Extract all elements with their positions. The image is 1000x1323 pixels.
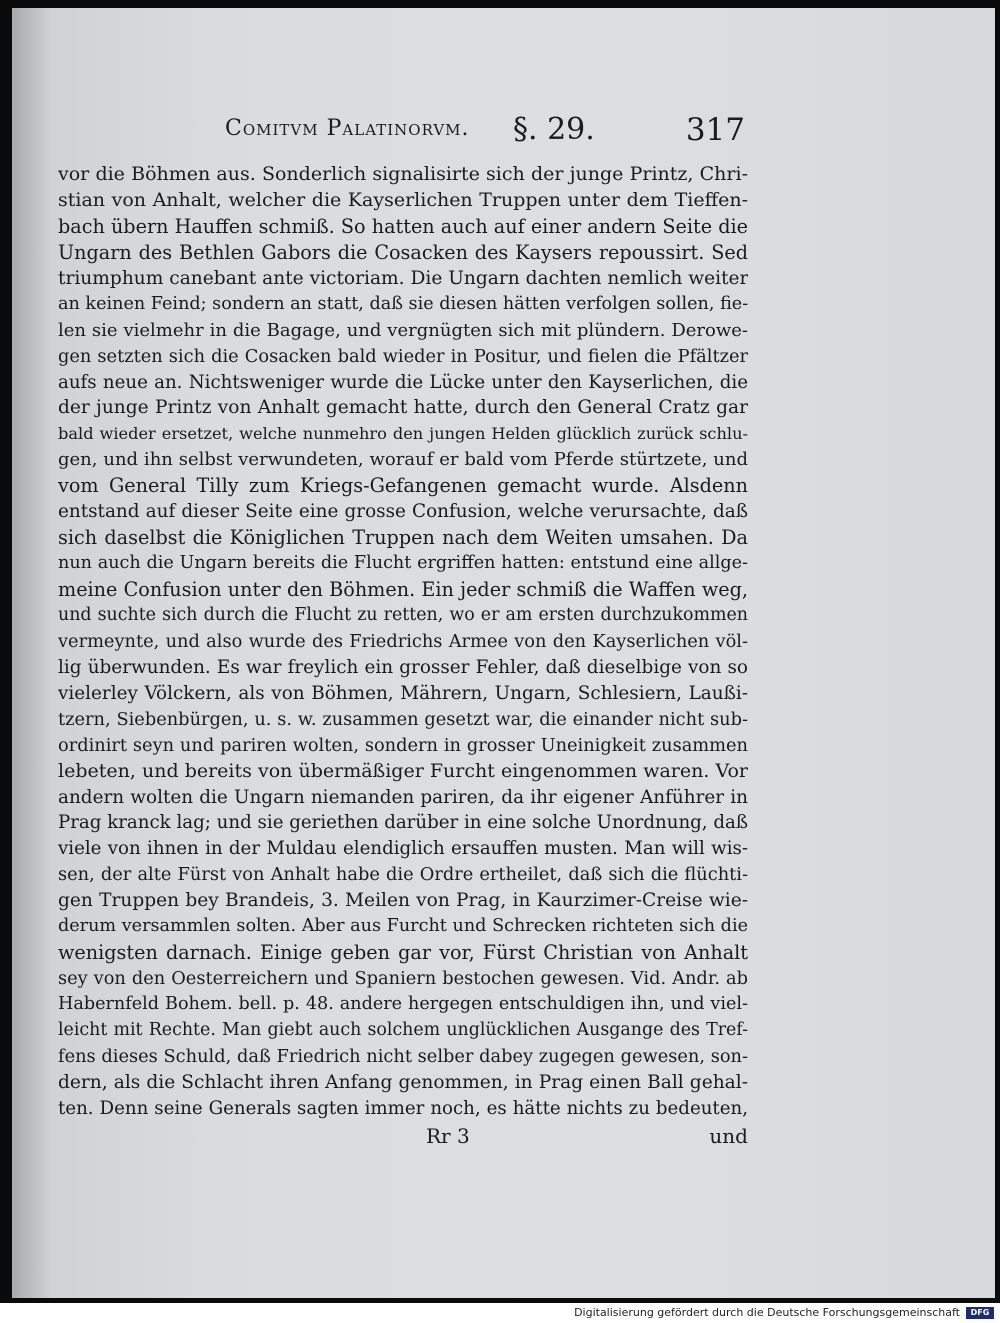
- text-line: sen, der alte Fürst von Anhalt habe die Ordre ertheilet, daß sich die flüchti-: [58, 864, 748, 886]
- section-number: §. 29.: [513, 112, 595, 147]
- body-text: [58, 162, 748, 1122]
- text-line: derum versammlen solten. Aber aus Furcht und Schrecken richteten sich die: [58, 916, 748, 937]
- credit-text: Digitalisierung gefördert durch die Deutsche Forschungsgemeinschaft: [574, 1306, 960, 1319]
- text-line: entstand auf dieser Seite eine grosse Confusion, welche verursachte, daß: [58, 501, 748, 523]
- text-line: und suchte sich durch die Flucht zu retten, wo er am ersten durchzukommen: [58, 604, 748, 625]
- text-line: stian von Anhalt, welcher die Kayserlichen Truppen unter dem Tieffen-: [58, 188, 748, 211]
- text-line: ordinirt seyn und pariren wolten, sondern in grosser Uneinigkeit zusammen: [58, 734, 748, 756]
- page-gutter-shadow: [12, 8, 52, 1298]
- text-line: gen setzten sich die Cosacken bald wieder in Positur, und fielen die Pfältzer: [58, 345, 748, 367]
- text-line: vom General Tilly zum Kriegs-Gefangenen gemacht wurde. Alsdenn: [58, 474, 748, 498]
- text-line: sich daselbst die Königlichen Truppen nach dem Weiten umsahen. Da: [58, 526, 748, 550]
- page-header: [225, 112, 745, 152]
- text-line: gen Truppen bey Brandeis, 3. Meilen von Prag, in Kaurzimer-Creise wie-: [58, 890, 748, 912]
- text-line: Habernfeld Bohem. bell. p. 48. andere hergegen entschuldigen ihn, und viel-: [58, 994, 748, 1014]
- text-line: bach übern Hauffen schmiß. So hatten auch auf einer andern Seite die: [58, 214, 748, 238]
- text-line: andern wolten die Ungarn niemanden pariren, da ihr eigener Anführer in: [58, 786, 748, 808]
- text-line: bald wieder ersetzet, welche nunmehro den jungen Helden glücklich zurück schlu-: [58, 424, 748, 444]
- dfg-logo-icon: DFG: [966, 1307, 994, 1319]
- text-line: sey von den Oesterreichern und Spaniern bestochen gewesen. Vid. Andr. ab: [58, 968, 748, 990]
- text-line: leicht mit Rechte. Man giebt auch solchem unglücklichen Ausgange des Tref-: [58, 1019, 748, 1040]
- text-line: vor die Böhmen aus. Sonderlich signalisirte sich der junge Printz, Chri-: [58, 163, 748, 185]
- text-line: nun auch die Ungarn bereits die Flucht ergriffen hatten: entstund eine allge-: [58, 553, 748, 574]
- text-line: viele von ihnen in der Muldau elendiglich ersauffen musten. Man will wis-: [58, 838, 748, 860]
- text-line: Ungarn des Bethlen Gabors die Cosacken des Kaysers repoussirt. Sed: [58, 240, 748, 264]
- text-line: wenigsten darnach. Einige geben gar vor, Fürst Christian von Anhalt: [58, 941, 748, 965]
- page-footer: [58, 1124, 748, 1154]
- text-line: lig überwunden. Es war freylich ein grosser Fehler, daß dieselbige von so: [58, 656, 748, 678]
- text-line: dern, als die Schlacht ihren Anfang genommen, in Prag einen Ball gehal-: [58, 1071, 748, 1093]
- text-line: gen, und ihn selbst verwundeten, worauf er bald vom Pferde stürtzete, und: [58, 449, 748, 471]
- text-line: len sie vielmehr in die Bagage, und vergnügten sich mit plündern. Derowe-: [58, 319, 748, 341]
- running-title: Comitvm Palatinorvm.: [225, 116, 470, 141]
- text-line: Prag kranck lag; und sie geriethen darüber in eine solche Unordnung, daß: [58, 812, 748, 834]
- text-line: triumphum canebant ante victoriam. Die Ungarn dachten nemlich weiter: [58, 267, 748, 289]
- page-number: 317: [685, 112, 745, 148]
- text-line: vielerley Völckern, als von Böhmen, Mährern, Ungarn, Schlesiern, Laußi-: [58, 682, 748, 704]
- text-line: fens dieses Schuld, daß Friedrich nicht selber dabey zugegen gewesen, son-: [58, 1045, 748, 1067]
- text-line: tzern, Siebenbürgen, u. s. w. zusammen gesetzt war, die einander nicht sub-: [58, 708, 748, 730]
- text-line: aufs neue an. Nichtsweniger wurde die Lücke unter den Kayserlichen, die: [58, 371, 748, 393]
- text-line: meine Confusion unter den Böhmen. Ein jeder schmiß die Waffen weg,: [58, 578, 748, 601]
- text-line: an keinen Feind; sondern an statt, daß sie diesen hätten verfolgen sollen, fie-: [58, 293, 748, 314]
- text-line: vermeynte, und also wurde des Friedrichs Armee von den Kayserlichen völ-: [58, 630, 748, 652]
- text-line: lebeten, und bereits von übermäßiger Furcht eingenommen waren. Vor: [58, 759, 748, 782]
- text-line: ten. Denn seine Generals sagten immer noch, es hätte nichts zu bedeuten,: [58, 1097, 748, 1119]
- catchword: und: [709, 1124, 748, 1148]
- credit-bar: [0, 1303, 1000, 1323]
- signature-mark: Rr 3: [426, 1124, 470, 1148]
- text-line: der junge Printz von Anhalt gemacht hatte, durch den General Cratz gar: [58, 397, 748, 419]
